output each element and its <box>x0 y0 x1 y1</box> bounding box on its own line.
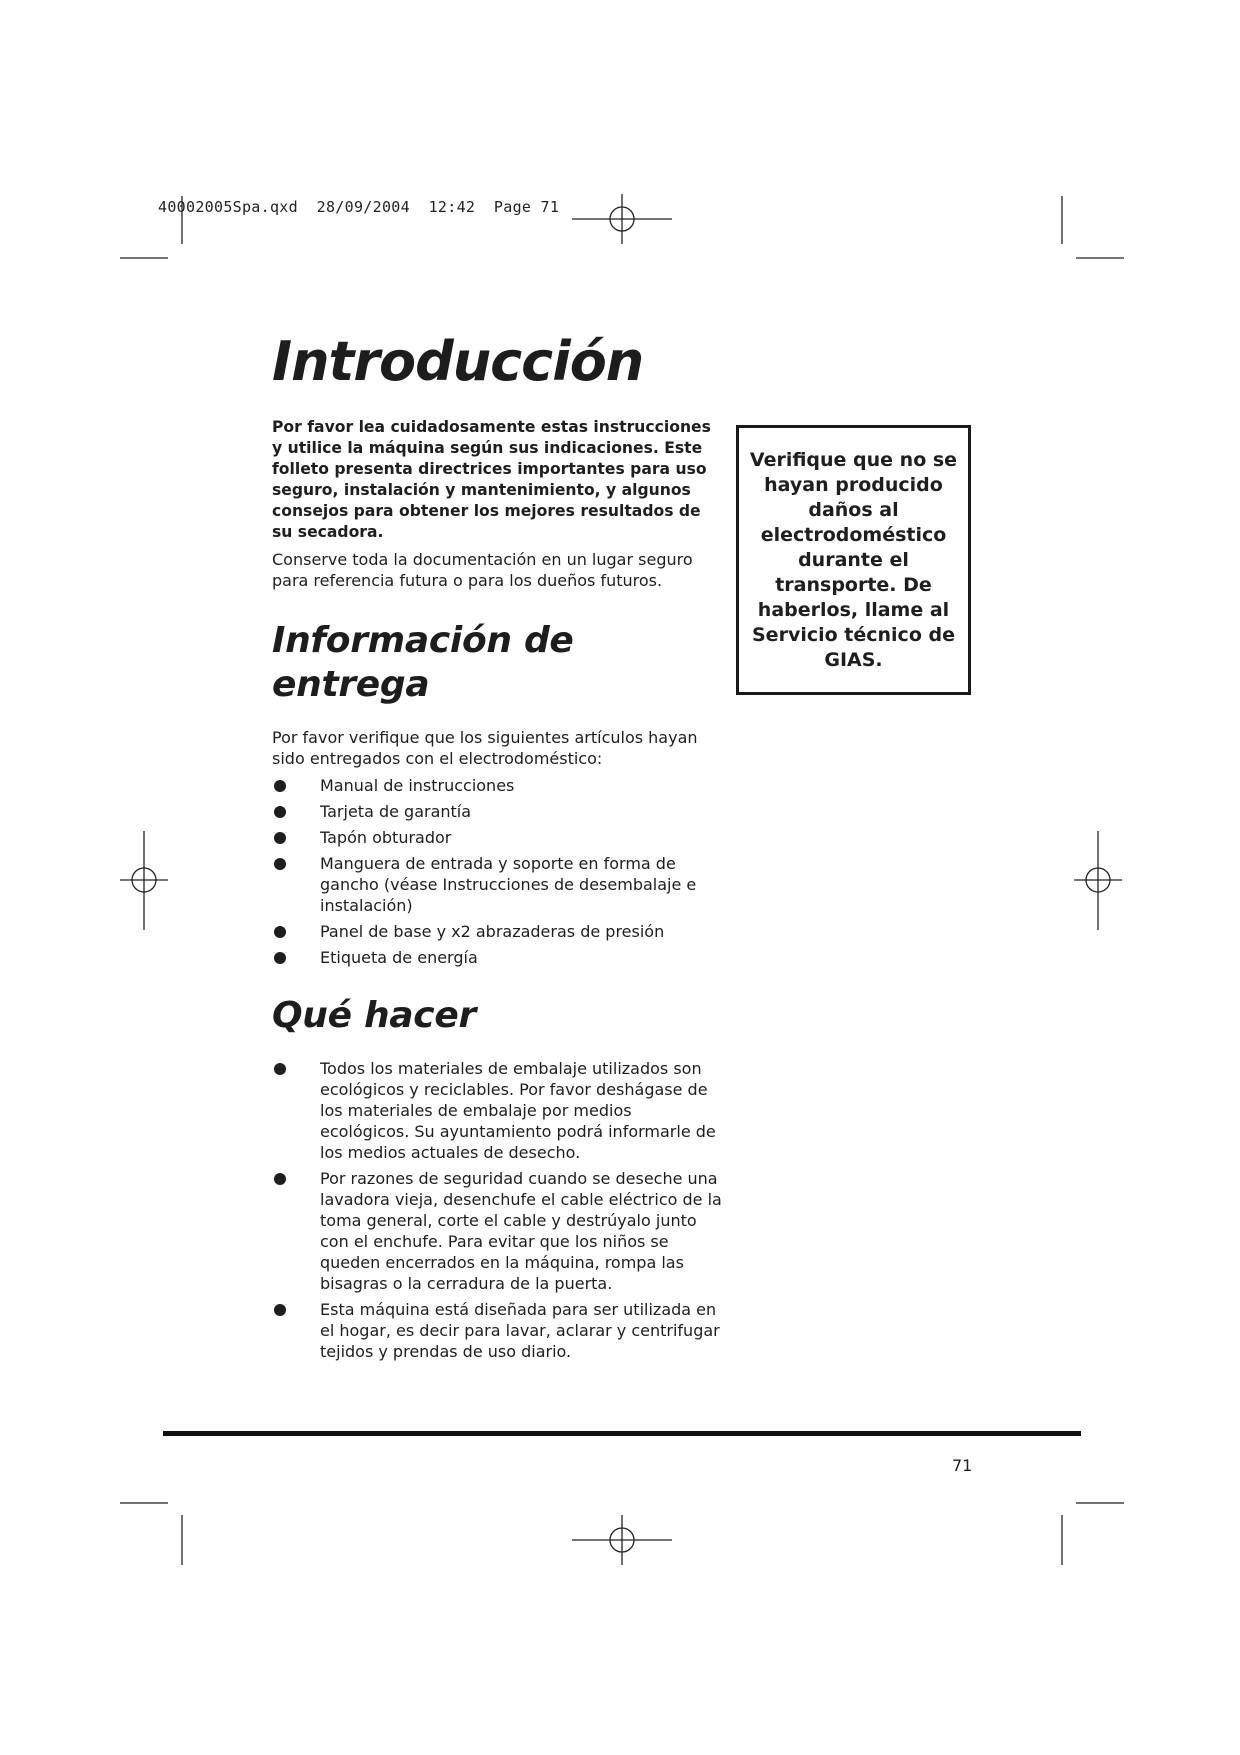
delivery-intro: Por favor verifique que los siguientes artículos hayan sido entregados con el electrodoméstico: <box>272 728 698 768</box>
list-item-text: Tapón obturador <box>320 828 452 847</box>
bullet-icon <box>274 1304 286 1316</box>
delivery-list <box>272 775 722 968</box>
file-slug: 40002005Spa.qxd 28/09/2004 12:42 Page 71 <box>158 198 560 216</box>
list-item <box>272 1299 722 1362</box>
main-column <box>272 330 722 1367</box>
intro-keep-paragraph: Conserve toda la documentación en un lugar seguro para referencia futura o para los dueños futuros. <box>272 550 693 590</box>
bullet-icon <box>274 780 286 792</box>
bullet-icon <box>274 952 286 964</box>
bullet-icon <box>274 858 286 870</box>
todo-list <box>272 1058 722 1362</box>
bullet-icon <box>274 1063 286 1075</box>
list-item-text: Manguera de entrada y soporte en forma de gancho (véase Instrucciones de desembalaje e instalación) <box>320 854 697 915</box>
list-item-text: Tarjeta de garantía <box>320 802 472 821</box>
list-item <box>272 947 722 968</box>
list-item-text: Etiqueta de energía <box>320 948 478 967</box>
bullet-icon <box>274 926 286 938</box>
list-item-text: Panel de base y x2 abrazaderas de presión <box>320 922 665 941</box>
list-item-text: Todos los materiales de embalaje utilizados son ecológicos y reciclables. Por favor deshágase de los materiales de embalaje por medios ecológicos. Su ayuntamiento podrá informarle de los medios actuales de desecho. <box>320 1059 716 1162</box>
list-item <box>272 775 722 796</box>
bullet-icon <box>274 806 286 818</box>
list-item <box>272 1058 722 1163</box>
list-item <box>272 853 722 916</box>
list-item <box>272 921 722 942</box>
delivery-heading: Información de entrega <box>272 620 574 705</box>
list-item-text: Esta máquina está diseñada para ser utilizada en el hogar, es decir para lavar, aclarar y centrifugar tejidos y prendas de uso diario. <box>320 1300 720 1361</box>
bullet-icon <box>274 832 286 844</box>
page-number: 71 <box>952 1456 973 1475</box>
footer-rule <box>163 1431 1081 1436</box>
list-item <box>272 1168 722 1294</box>
intro-bold-paragraph: Por favor lea cuidadosamente estas instrucciones y utilice la máquina según sus indicaciones. Este folleto presenta directrices importantes para uso seguro, instalación y mantenimiento, y algunos consejos para obtener los mejores resultados de su secadora. <box>272 418 711 541</box>
list-item-text: Por razones de seguridad cuando se deseche una lavadora vieja, desenchufe el cable eléctrico de la toma general, corte el cable y destrúyalo junto con el enchufe. Para evitar que los niños se queden encerrados en la máquina, rompa las bisagras o la cerradura de la puerta. <box>320 1169 722 1293</box>
list-item-text: Manual de instrucciones <box>320 776 515 795</box>
list-item <box>272 827 722 848</box>
bullet-icon <box>274 1173 286 1185</box>
damage-notice-box: Verifique que no se hayan producido daños al electrodoméstico durante el transporte. De haberlos, llame al Servicio técnico de GIAS. <box>736 425 971 695</box>
list-item <box>272 801 722 822</box>
page-title: Introducción <box>272 330 644 393</box>
todo-heading: Qué hacer <box>272 995 476 1036</box>
